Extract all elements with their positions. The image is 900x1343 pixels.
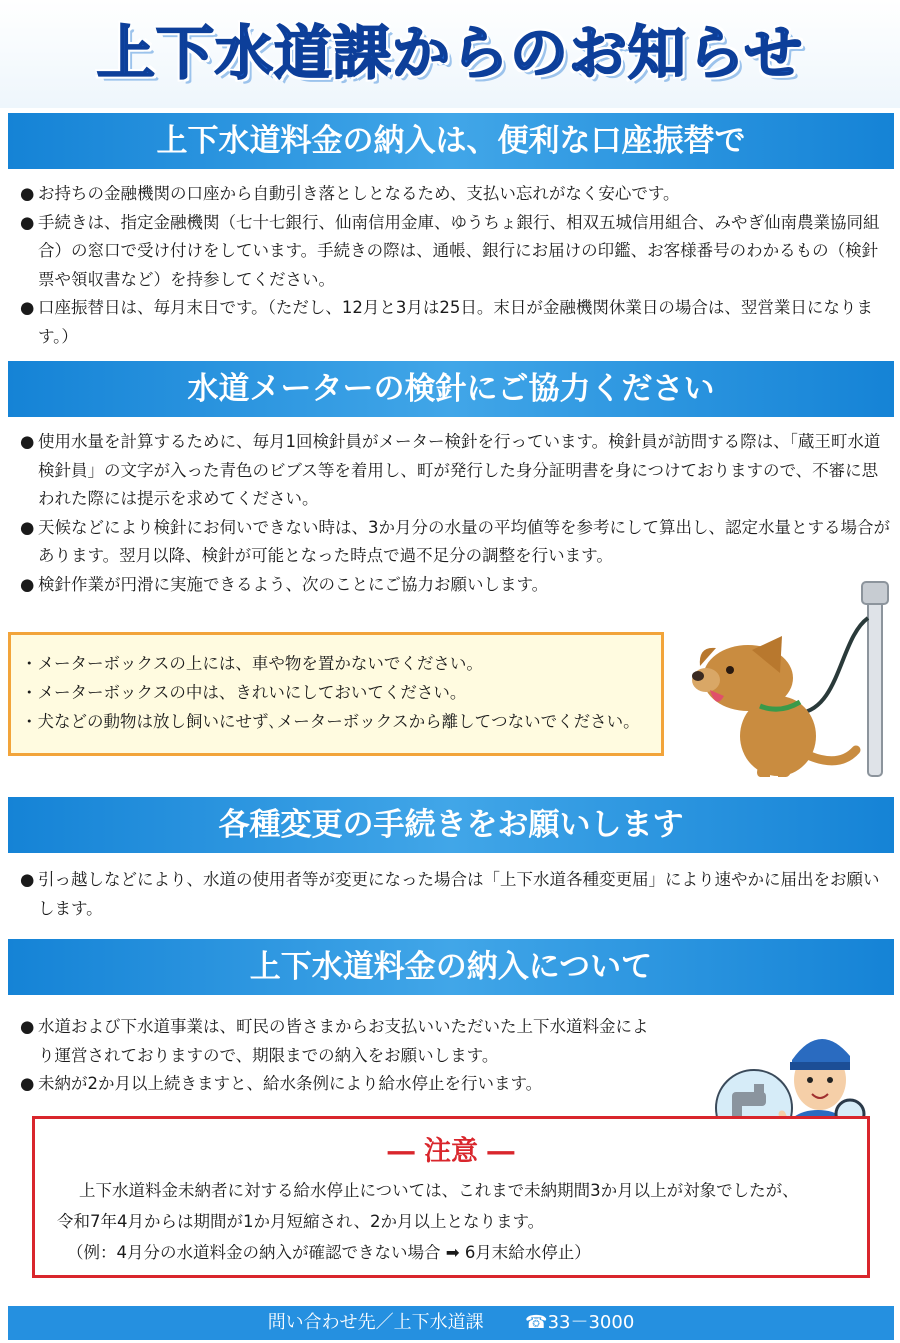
list-item: ● 検針作業が円滑に実施できるよう、次のことにご協力お願いします。 [20,571,890,600]
section-body-payment [20,1013,660,1099]
list-item: ● 口座振替日は、毎月末日です。（ただし、12月と3月は25日。末日が金融機関休業日の場合は、翌営業日になります。） [20,294,890,351]
section-body-autopay [20,180,890,351]
list-item: ● 水道および下水道事業は、町民の皆さまからお支払いいただいた上下水道料金により運営されておりますので、期限までの納入をお願いします。 [20,1013,660,1070]
list-item: ● 引っ越しなどにより、水道の使用者等が変更になった場合は「上下水道各種変更届」により速やかに届出をお願いします。 [20,866,890,923]
warning-line: 上下水道料金未納者に対する給水停止については、これまで未納期間3か月以上が対象でしたが、 [79,1181,799,1200]
warning-line: （例：4月分の水道料金の納入が確認できない場合 ➡ 6月末給水停止） [67,1243,591,1262]
note-item: ・メーターボックスの中は、きれいにしておいてください。 [21,683,467,702]
bullet-icon: ● [20,1074,35,1093]
section-body-changes [20,866,890,923]
contact-phone: ☎33－3000 [525,1312,635,1333]
bullet-icon: ● [20,1017,35,1036]
bullet-icon: ● [20,574,35,594]
meter-notes-box [8,632,664,756]
warning-title: ― 注意 ― [387,1136,515,1167]
title-area [0,0,900,108]
section-heading-autopay: 上下水道料金の納入は、便利な口座振替で [8,113,894,169]
contact-footer [8,1306,894,1340]
contact-label: 問い合わせ先／上下水道課 [267,1312,484,1333]
list-item: ● お持ちの金融機関の口座から自動引き落としとなるため、支払い忘れがなく安心です。 [20,180,890,209]
note-item: ・犬などの動物は放し飼いにせず､メーターボックスから離してつないでください。 [21,712,640,731]
section-heading-payment: 上下水道料金の納入について [8,939,894,995]
list-item: ● 未納が2か月以上続きますと、給水条例により給水停止を行います。 [20,1070,660,1099]
list-item: ● 手続きは、指定金融機関（七十七銀行、仙南信用金庫、ゆうちょ銀行、相双五城信用組合、みやぎ仙南農業協同組合）の窓口で受け付けをしています。手続きの際は、通帳、銀行にお届けの印鑑、お客様番号のわかるもの（検針票や領収書など）を持参してください。 [20,209,890,295]
note-item: ・メーターボックスの上には、車や物を置かないでください。 [21,654,483,673]
list-item: ● 天候などにより検針にお伺いできない時は、3か月分の水量の平均値等を参考にして算出し、認定水量とする場合があります。翌月以降、検針が可能となった時点で過不足分の調整を行います。 [20,514,890,571]
section-heading-changes: 各種変更の手続きをお願いします [8,797,894,853]
bullet-icon: ● [20,870,35,889]
dog-meter-illustration [690,578,890,783]
section-heading-meter: 水道メーターの検針にご協力ください [8,361,894,417]
warning-box [32,1116,870,1278]
page-title: 上下水道課からのお知らせ [96,19,804,87]
list-item: ● 使用水量を計算するために、毎月1回検針員がメーター検針を行っています。検針員が訪問する際は、「蔵王町水道検針員」の文字が入った青色のビブス等を着用し、町が発行した身分証明書を身につけておりますので、不審に思われた際には提示を求めてください。 [20,428,890,514]
bullet-icon: ● [20,298,35,317]
warning-text [57,1175,799,1268]
bullet-icon: ● [20,432,35,451]
bullet-icon: ● [20,184,35,203]
bullet-icon: ● [20,517,35,537]
bullet-icon: ● [20,212,35,232]
section-body-meter [20,428,890,599]
warning-line: 令和7年4月からは期間が1か月短縮され、2か月以上となります。 [57,1212,545,1231]
